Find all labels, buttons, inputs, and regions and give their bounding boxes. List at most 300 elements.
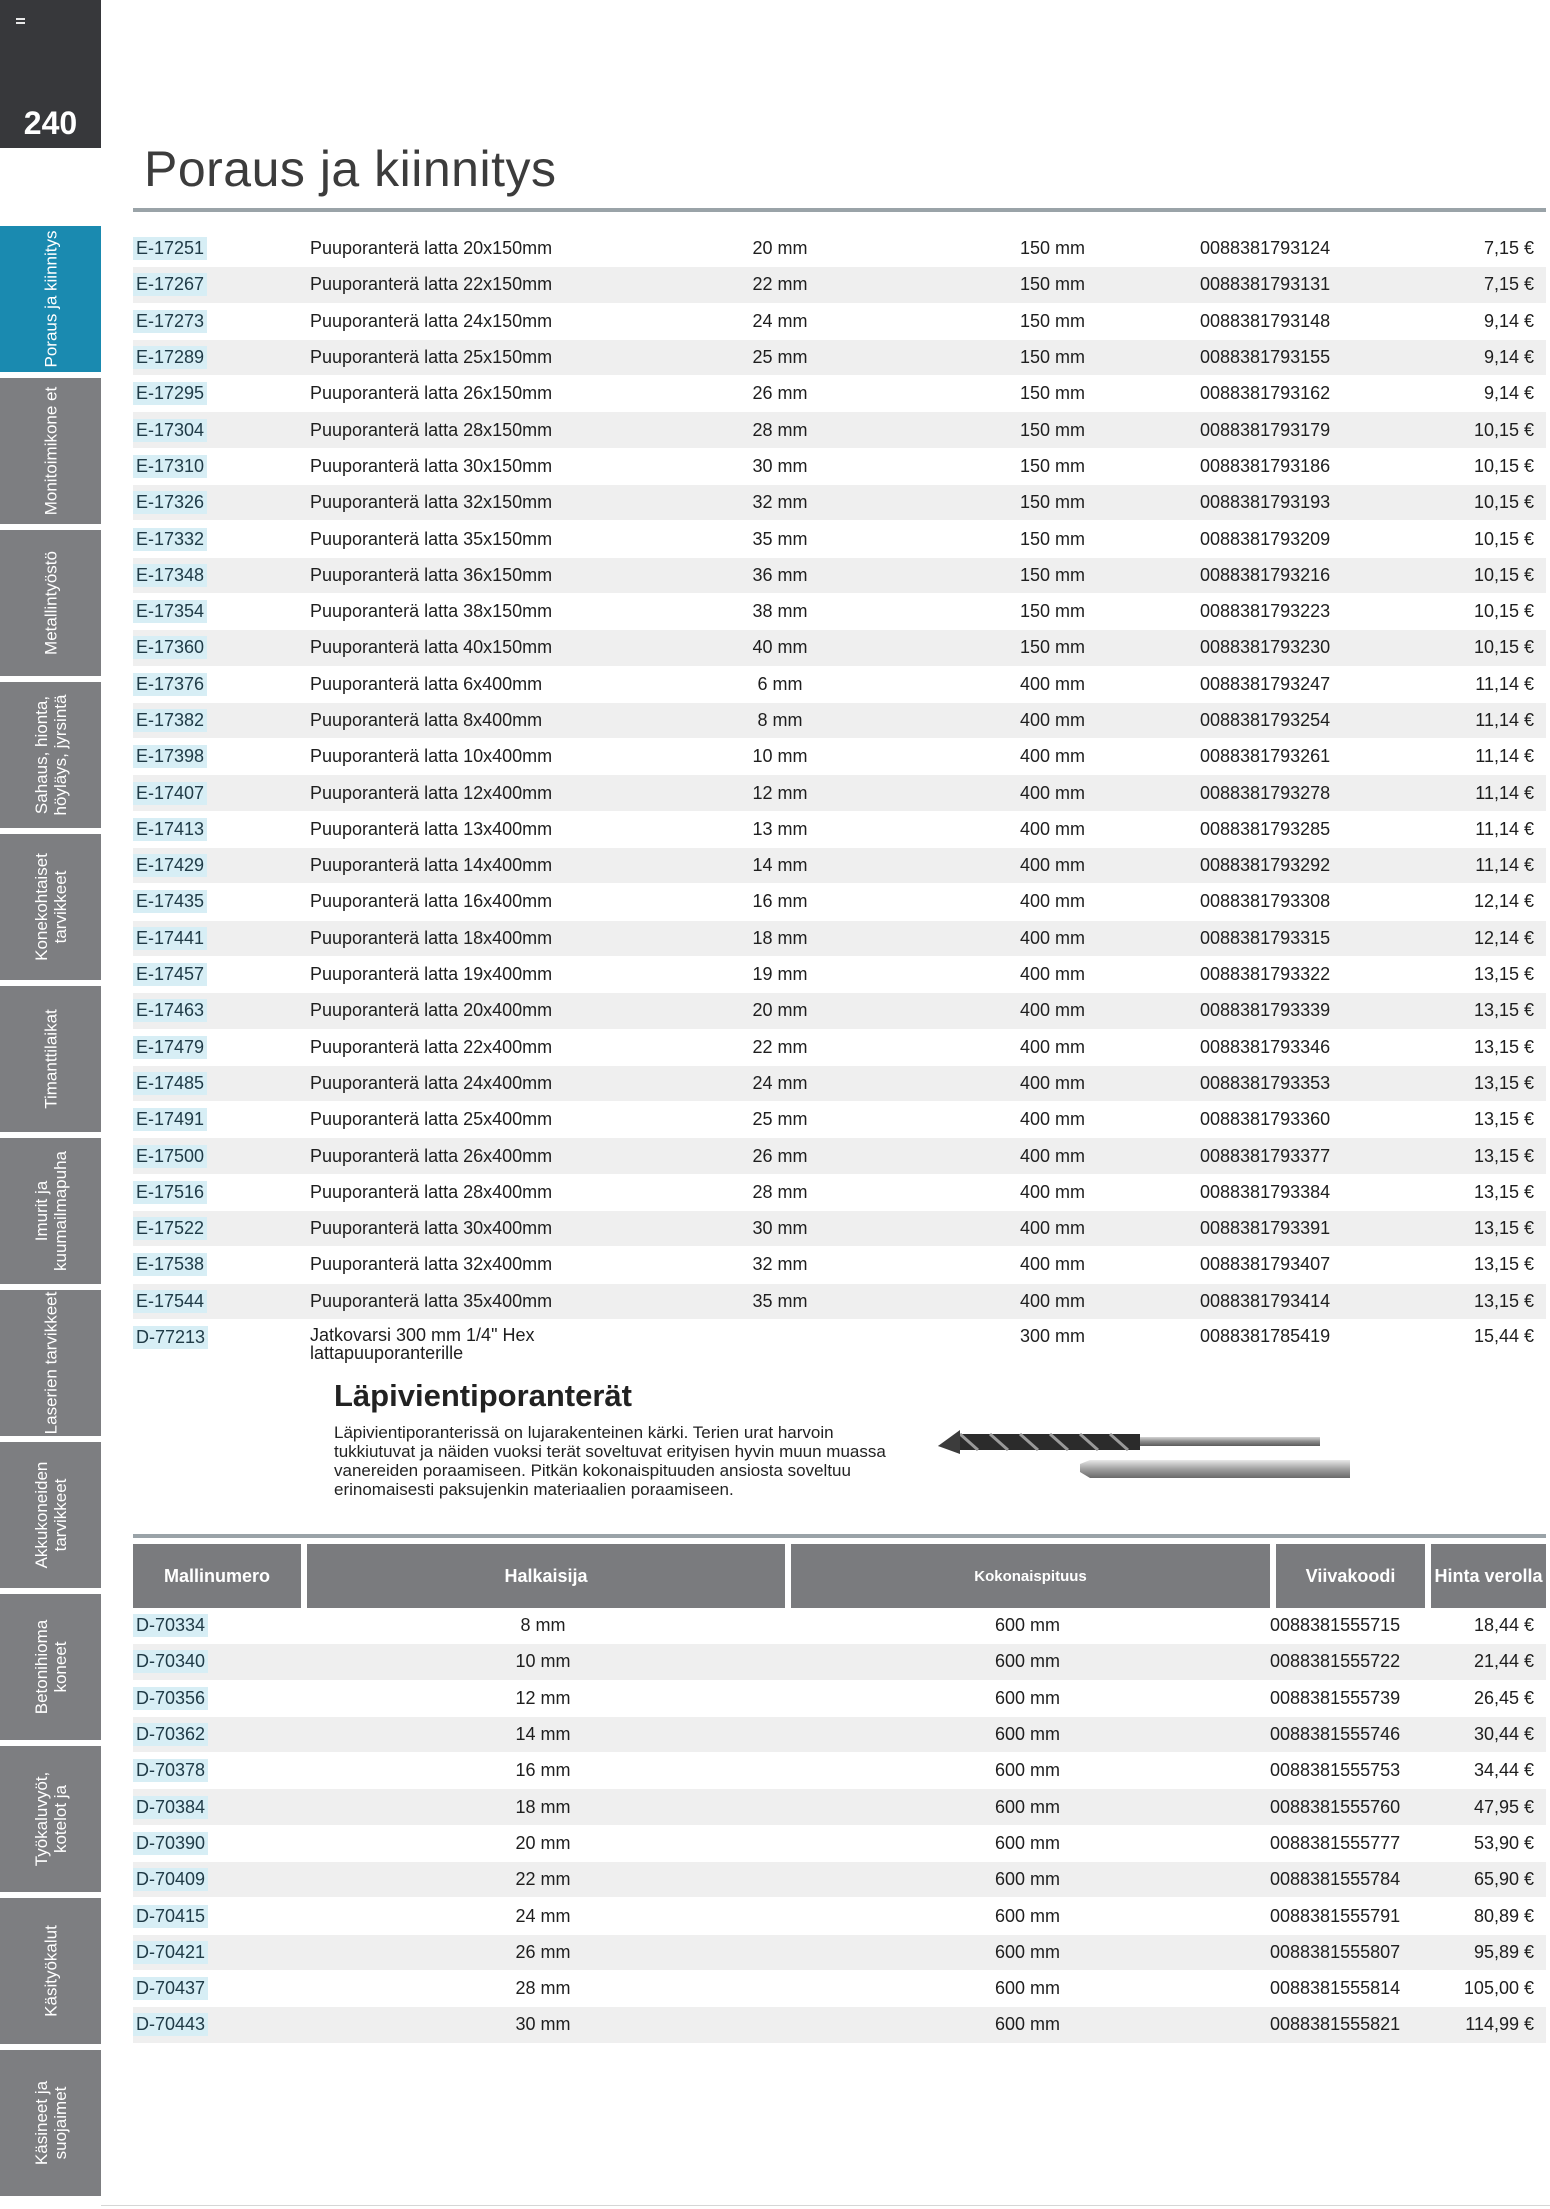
- product-code: [133, 485, 310, 521]
- product-diameter: 22 mm: [655, 1029, 905, 1065]
- product-price: 13,15 €: [1400, 1029, 1546, 1065]
- product-length: 400 mm: [905, 920, 1200, 956]
- table-row: [133, 557, 1546, 593]
- drill-bit-illustration: [930, 1420, 1350, 1500]
- product-name: Puuporanterä latta 24x150mm: [310, 303, 655, 339]
- product-diameter: 14 mm: [655, 848, 905, 884]
- product-diameter: 20 mm: [655, 231, 905, 267]
- product-diameter: 25 mm: [655, 339, 905, 375]
- table-row: [133, 1065, 1546, 1101]
- product-price: 13,15 €: [1400, 1247, 1546, 1283]
- product-code-label: E-17310: [133, 455, 207, 478]
- product-ean: 0088381793179: [1200, 412, 1400, 448]
- product-code-label: D-70384: [133, 1796, 208, 1819]
- product-code: [133, 1680, 301, 1716]
- product-length: 600 mm: [785, 1898, 1270, 1934]
- product-code-label: D-70334: [133, 1614, 208, 1637]
- sidebar-tab[interactable]: [0, 1138, 101, 1284]
- product-name: Puuporanterä latta 22x400mm: [310, 1029, 655, 1065]
- sidebar-tab[interactable]: [0, 1290, 101, 1436]
- product-price: 13,15 €: [1400, 1138, 1546, 1174]
- table-row: [133, 231, 1546, 267]
- sidebar-tab[interactable]: [0, 986, 101, 1132]
- product-diameter: 38 mm: [655, 593, 905, 629]
- table-row: [133, 1898, 1546, 1934]
- sidebar-tab-label: Laserien tarvikkeet: [41, 1291, 60, 1435]
- title-divider: [133, 208, 1546, 212]
- product-price: 7,15 €: [1400, 231, 1546, 267]
- product-diameter: 16 mm: [301, 1753, 785, 1789]
- product-price: 9,14 €: [1400, 303, 1546, 339]
- sidebar-tab-label: Käsineet ja suojaimet: [31, 2080, 70, 2166]
- table-row: [133, 1138, 1546, 1174]
- table-row: [133, 485, 1546, 521]
- product-name: Puuporanterä latta 28x400mm: [310, 1174, 655, 1210]
- product-ean: 0088381793360: [1200, 1102, 1400, 1138]
- product-diameter: 28 mm: [301, 1970, 785, 2006]
- product-name: Puuporanterä latta 16x400mm: [310, 884, 655, 920]
- product-length: 600 mm: [785, 1753, 1270, 1789]
- sidebar-tab[interactable]: [0, 1898, 101, 2044]
- product-code-label: E-17516: [133, 1181, 207, 1204]
- product-ean: 0088381793209: [1200, 521, 1400, 557]
- product-length: 150 mm: [905, 521, 1200, 557]
- product-ean: 0088381555814: [1270, 1970, 1425, 2006]
- product-ean: 0088381793308: [1200, 884, 1400, 920]
- product-price: 18,44 €: [1425, 1608, 1546, 1644]
- table-row: [133, 1934, 1546, 1970]
- table-row: [133, 739, 1546, 775]
- product-code: [133, 1319, 310, 1386]
- category-sidebar: [0, 226, 101, 2208]
- product-diameter: 35 mm: [655, 521, 905, 557]
- product-code: [133, 884, 310, 920]
- product-price: 26,45 €: [1425, 1680, 1546, 1716]
- sidebar-tab[interactable]: [0, 2050, 101, 2196]
- product-ean: 0088381793230: [1200, 630, 1400, 666]
- product-length: 400 mm: [905, 1065, 1200, 1101]
- table-row: [133, 521, 1546, 557]
- sidebar-tab[interactable]: [0, 1442, 101, 1588]
- product-diameter: [655, 1319, 905, 1386]
- product-length: 400 mm: [905, 956, 1200, 992]
- product-length: 600 mm: [785, 1970, 1270, 2006]
- product-code: [133, 1898, 301, 1934]
- product-code-label: E-17289: [133, 346, 207, 369]
- table-row: [133, 1970, 1546, 2006]
- sidebar-tab-label: Imurit ja kuumailmapuha: [31, 1151, 70, 1272]
- product-price: 10,15 €: [1400, 412, 1546, 448]
- product-price: 11,14 €: [1400, 702, 1546, 738]
- table-row: [133, 1247, 1546, 1283]
- product-code-label: E-17485: [133, 1072, 207, 1095]
- product-code: [133, 1247, 310, 1283]
- product-ean: 0088381793247: [1200, 666, 1400, 702]
- table-row: [133, 593, 1546, 629]
- product-ean: 0088381793216: [1200, 557, 1400, 593]
- product-length: 150 mm: [905, 557, 1200, 593]
- table-row: [133, 1319, 1546, 1386]
- product-ean: 0088381793353: [1200, 1065, 1400, 1101]
- product-price: 13,15 €: [1400, 1283, 1546, 1319]
- product-code-label: E-17398: [133, 745, 207, 768]
- product-diameter: 25 mm: [655, 1102, 905, 1138]
- product-name: Puuporanterä latta 25x400mm: [310, 1102, 655, 1138]
- product-code-label: E-17251: [133, 237, 207, 260]
- product-code: [133, 630, 310, 666]
- product-ean: 0088381555807: [1270, 1934, 1425, 1970]
- product-code: [133, 1644, 301, 1680]
- product-diameter: 20 mm: [655, 993, 905, 1029]
- product-code-label: D-77213: [133, 1326, 208, 1349]
- page-title: Poraus ja kiinnitys: [144, 141, 557, 197]
- product-ean: 0088381793377: [1200, 1138, 1400, 1174]
- product-code: [133, 702, 310, 738]
- product-diameter: 30 mm: [301, 2007, 785, 2043]
- sidebar-tab[interactable]: [0, 834, 101, 980]
- product-diameter: 35 mm: [655, 1283, 905, 1319]
- sidebar-tab-label: Käsityökalut: [41, 1925, 60, 2017]
- product-length: 600 mm: [785, 1644, 1270, 1680]
- product-name: Puuporanterä latta 19x400mm: [310, 956, 655, 992]
- section-divider: [133, 1534, 1546, 1538]
- product-price: 15,44 €: [1400, 1319, 1546, 1386]
- product-code-label: D-70340: [133, 1650, 208, 1673]
- product-ean: 0088381793414: [1200, 1283, 1400, 1319]
- product-ean: 0088381555791: [1270, 1898, 1425, 1934]
- product-length: 600 mm: [785, 1789, 1270, 1825]
- table-row: [133, 2007, 1546, 2043]
- product-length: 400 mm: [905, 848, 1200, 884]
- sidebar-tab-label: Akkukoneiden tarvikkeet: [31, 1461, 70, 1569]
- product-name: Puuporanterä latta 22x150mm: [310, 267, 655, 303]
- product-diameter: 16 mm: [655, 884, 905, 920]
- product-length: 400 mm: [905, 739, 1200, 775]
- sidebar-tab[interactable]: [0, 530, 101, 676]
- product-diameter: 12 mm: [655, 775, 905, 811]
- product-price: 10,15 €: [1400, 521, 1546, 557]
- product-price: 13,15 €: [1400, 1065, 1546, 1101]
- product-code-label: E-17354: [133, 600, 207, 623]
- product-code: [133, 231, 310, 267]
- header-diameter: Halkaisija: [307, 1544, 785, 1608]
- product-length: 600 mm: [785, 1934, 1270, 1970]
- product-code: [133, 1211, 310, 1247]
- table-row: [133, 956, 1546, 992]
- product-price: 21,44 €: [1425, 1644, 1546, 1680]
- product-ean: 0088381793131: [1200, 267, 1400, 303]
- product-price: 10,15 €: [1400, 485, 1546, 521]
- table-row: [133, 884, 1546, 920]
- product-code-label: E-17413: [133, 818, 207, 841]
- table-row: [133, 1825, 1546, 1861]
- product-price: 12,14 €: [1400, 920, 1546, 956]
- product-diameter: 26 mm: [301, 1934, 785, 1970]
- product-price: 13,15 €: [1400, 1211, 1546, 1247]
- product-ean: 0088381793254: [1200, 702, 1400, 738]
- product-code-label: E-17376: [133, 673, 207, 696]
- product-price: 47,95 €: [1425, 1789, 1546, 1825]
- product-length: 400 mm: [905, 1283, 1200, 1319]
- table-row: [133, 1029, 1546, 1065]
- product-name: Puuporanterä latta 32x400mm: [310, 1247, 655, 1283]
- product-ean: 0088381793292: [1200, 848, 1400, 884]
- product-code-label: E-17441: [133, 927, 207, 950]
- product-length: 400 mm: [905, 666, 1200, 702]
- through-bits-table: [133, 1608, 1546, 2044]
- product-code-label: D-70421: [133, 1941, 208, 1964]
- product-diameter: 26 mm: [655, 1138, 905, 1174]
- product-ean: 0088381793278: [1200, 775, 1400, 811]
- product-name: Puuporanterä latta 30x400mm: [310, 1211, 655, 1247]
- product-length: 150 mm: [905, 412, 1200, 448]
- product-diameter: 30 mm: [655, 448, 905, 484]
- product-diameter: 19 mm: [655, 956, 905, 992]
- product-name: Puuporanterä latta 10x400mm: [310, 739, 655, 775]
- table-row: [133, 630, 1546, 666]
- product-name: Puuporanterä latta 35x150mm: [310, 521, 655, 557]
- product-length: 400 mm: [905, 993, 1200, 1029]
- table-row: [133, 1753, 1546, 1789]
- table-row: [133, 702, 1546, 738]
- product-price: 10,15 €: [1400, 593, 1546, 629]
- sidebar-tab-label: Sahaus, hionta, höyläys, jyrsintä: [31, 694, 70, 816]
- table-row: [133, 1102, 1546, 1138]
- product-length: 600 mm: [785, 1680, 1270, 1716]
- product-price: 95,89 €: [1425, 1934, 1546, 1970]
- flat-bits-table: [133, 231, 1546, 1387]
- product-ean: 0088381555784: [1270, 1862, 1425, 1898]
- product-ean: 0088381793162: [1200, 376, 1400, 412]
- product-price: 105,00 €: [1425, 1970, 1546, 2006]
- product-length: 150 mm: [905, 448, 1200, 484]
- product-code: [133, 1753, 301, 1789]
- product-length: 600 mm: [785, 1825, 1270, 1861]
- table-row: [133, 1174, 1546, 1210]
- product-ean: 0088381793261: [1200, 739, 1400, 775]
- product-code: [133, 1065, 310, 1101]
- sidebar-tab-label: Betonihioma koneet: [31, 1619, 70, 1715]
- product-ean: 0088381555715: [1270, 1608, 1425, 1644]
- sidebar-tab[interactable]: [0, 1594, 101, 1740]
- product-name: Puuporanterä latta 12x400mm: [310, 775, 655, 811]
- product-code: [133, 593, 310, 629]
- table-row: [133, 1680, 1546, 1716]
- table-row: [133, 993, 1546, 1029]
- table-row: [133, 848, 1546, 884]
- header-code: Mallinumero: [133, 1544, 301, 1608]
- table-row: [133, 1644, 1546, 1680]
- product-name: Puuporanterä latta 8x400mm: [310, 702, 655, 738]
- sidebar-tab-label: Työkaluvyöt, kotelot ja: [31, 1771, 70, 1867]
- sidebar-tab-label: Poraus ja kiinnitys: [41, 230, 60, 368]
- section-title: Läpivientiporanterät: [334, 1378, 632, 1413]
- header-price: Hinta verolla: [1431, 1544, 1546, 1608]
- product-ean: 0088381793124: [1200, 231, 1400, 267]
- table-row: [133, 1283, 1546, 1319]
- menu-icon: [16, 18, 25, 20]
- product-price: 12,14 €: [1400, 884, 1546, 920]
- product-diameter: 22 mm: [301, 1862, 785, 1898]
- product-diameter: 40 mm: [655, 630, 905, 666]
- product-code-label: E-17407: [133, 782, 207, 805]
- product-length: 150 mm: [905, 630, 1200, 666]
- product-diameter: 18 mm: [301, 1789, 785, 1825]
- product-diameter: 10 mm: [301, 1644, 785, 1680]
- product-length: 600 mm: [785, 2007, 1270, 2043]
- product-code-label: E-17348: [133, 564, 207, 587]
- product-code: [133, 956, 310, 992]
- product-ean: 0088381793384: [1200, 1174, 1400, 1210]
- product-price: 34,44 €: [1425, 1753, 1546, 1789]
- product-price: 9,14 €: [1400, 339, 1546, 375]
- product-code: [133, 1102, 310, 1138]
- product-ean: 0088381793407: [1200, 1247, 1400, 1283]
- page-number-box: [0, 0, 101, 148]
- table-row: [133, 1789, 1546, 1825]
- product-price: 11,14 €: [1400, 811, 1546, 847]
- product-code: [133, 920, 310, 956]
- product-name: Puuporanterä latta 13x400mm: [310, 811, 655, 847]
- product-diameter: 30 mm: [655, 1211, 905, 1247]
- product-price: 13,15 €: [1400, 956, 1546, 992]
- product-code: [133, 1934, 301, 1970]
- product-code-label: D-70390: [133, 1832, 208, 1855]
- product-name: Puuporanterä latta 36x150mm: [310, 557, 655, 593]
- product-price: 10,15 €: [1400, 448, 1546, 484]
- table-row: [133, 303, 1546, 339]
- table-row: [133, 412, 1546, 448]
- table-row: [133, 920, 1546, 956]
- table-row: [133, 1716, 1546, 1752]
- product-code: [133, 412, 310, 448]
- table-row: [133, 775, 1546, 811]
- product-ean: 0088381793186: [1200, 448, 1400, 484]
- product-ean: 0088381555777: [1270, 1825, 1425, 1861]
- table-row: [133, 666, 1546, 702]
- through-bits-table-header: [133, 1544, 1546, 1608]
- product-length: 400 mm: [905, 775, 1200, 811]
- product-length: 600 mm: [785, 1608, 1270, 1644]
- product-code-label: E-17360: [133, 636, 207, 659]
- product-code-label: D-70415: [133, 1905, 208, 1928]
- product-price: 53,90 €: [1425, 1825, 1546, 1861]
- table-row: [133, 267, 1546, 303]
- product-diameter: 32 mm: [655, 1247, 905, 1283]
- product-length: 150 mm: [905, 231, 1200, 267]
- product-price: 10,15 €: [1400, 557, 1546, 593]
- table-row: [133, 1608, 1546, 1644]
- product-ean: 0088381793223: [1200, 593, 1400, 629]
- product-length: 400 mm: [905, 1138, 1200, 1174]
- product-code-label: E-17267: [133, 273, 207, 296]
- sidebar-tab[interactable]: [0, 1746, 101, 1892]
- product-length: 400 mm: [905, 1102, 1200, 1138]
- product-name: Puuporanterä latta 28x150mm: [310, 412, 655, 448]
- product-code: [133, 993, 310, 1029]
- product-name: Puuporanterä latta 18x400mm: [310, 920, 655, 956]
- product-code-label: E-17295: [133, 382, 207, 405]
- product-code-label: D-70437: [133, 1977, 208, 2000]
- product-code: [133, 1283, 310, 1319]
- product-ean: 0088381555753: [1270, 1753, 1425, 1789]
- product-length: 150 mm: [905, 303, 1200, 339]
- product-code: [133, 666, 310, 702]
- product-diameter: 32 mm: [655, 485, 905, 521]
- product-code: [133, 739, 310, 775]
- sidebar-tab[interactable]: [0, 226, 101, 372]
- product-name: Puuporanterä latta 32x150mm: [310, 485, 655, 521]
- product-diameter: 8 mm: [655, 702, 905, 738]
- table-row: [133, 1862, 1546, 1898]
- product-length: 600 mm: [785, 1862, 1270, 1898]
- product-price: 11,14 €: [1400, 666, 1546, 702]
- product-code: [133, 1825, 301, 1861]
- product-diameter: 18 mm: [655, 920, 905, 956]
- sidebar-tab[interactable]: [0, 682, 101, 828]
- product-price: 9,14 €: [1400, 376, 1546, 412]
- product-length: 150 mm: [905, 267, 1200, 303]
- product-code-label: E-17273: [133, 310, 207, 333]
- product-code: [133, 339, 310, 375]
- product-code-label: E-17500: [133, 1145, 207, 1168]
- product-name: Puuporanterä latta 26x150mm: [310, 376, 655, 412]
- sidebar-tab[interactable]: [0, 378, 101, 524]
- product-price: 13,15 €: [1400, 993, 1546, 1029]
- product-price: 11,14 €: [1400, 775, 1546, 811]
- product-ean: 0088381793285: [1200, 811, 1400, 847]
- product-diameter: 13 mm: [655, 811, 905, 847]
- product-code: [133, 2007, 301, 2043]
- product-code-label: D-70409: [133, 1868, 208, 1891]
- product-price: 65,90 €: [1425, 1862, 1546, 1898]
- product-name: Puuporanterä latta 30x150mm: [310, 448, 655, 484]
- product-code: [133, 1716, 301, 1752]
- sidebar-tab-label: Metallintyöstö: [41, 551, 60, 655]
- product-length: 150 mm: [905, 339, 1200, 375]
- product-code-label: E-17479: [133, 1036, 207, 1059]
- product-diameter: 6 mm: [655, 666, 905, 702]
- product-ean: 0088381555746: [1270, 1716, 1425, 1752]
- product-code: [133, 303, 310, 339]
- product-code-label: E-17304: [133, 419, 207, 442]
- product-diameter: 24 mm: [655, 1065, 905, 1101]
- product-length: 400 mm: [905, 1174, 1200, 1210]
- product-ean: 0088381793339: [1200, 993, 1400, 1029]
- product-name: Puuporanterä latta 35x400mm: [310, 1283, 655, 1319]
- product-price: 114,99 €: [1425, 2007, 1546, 2043]
- product-code-label: D-70443: [133, 2013, 208, 2036]
- product-length: 400 mm: [905, 884, 1200, 920]
- product-code: [133, 1970, 301, 2006]
- product-ean: 0088381555739: [1270, 1680, 1425, 1716]
- product-code-label: E-17538: [133, 1253, 207, 1276]
- table-row: [133, 811, 1546, 847]
- product-code-label: E-17544: [133, 1290, 207, 1313]
- product-length: 600 mm: [785, 1716, 1270, 1752]
- table-row: [133, 1211, 1546, 1247]
- product-name: Puuporanterä latta 24x400mm: [310, 1065, 655, 1101]
- product-code: [133, 267, 310, 303]
- page-number: 240: [23, 105, 78, 141]
- product-ean: 0088381793346: [1200, 1029, 1400, 1065]
- product-code: [133, 775, 310, 811]
- table-row: [133, 376, 1546, 412]
- product-code-label: E-17326: [133, 491, 207, 514]
- product-length: 400 mm: [905, 811, 1200, 847]
- product-ean: 0088381793322: [1200, 956, 1400, 992]
- product-code: [133, 848, 310, 884]
